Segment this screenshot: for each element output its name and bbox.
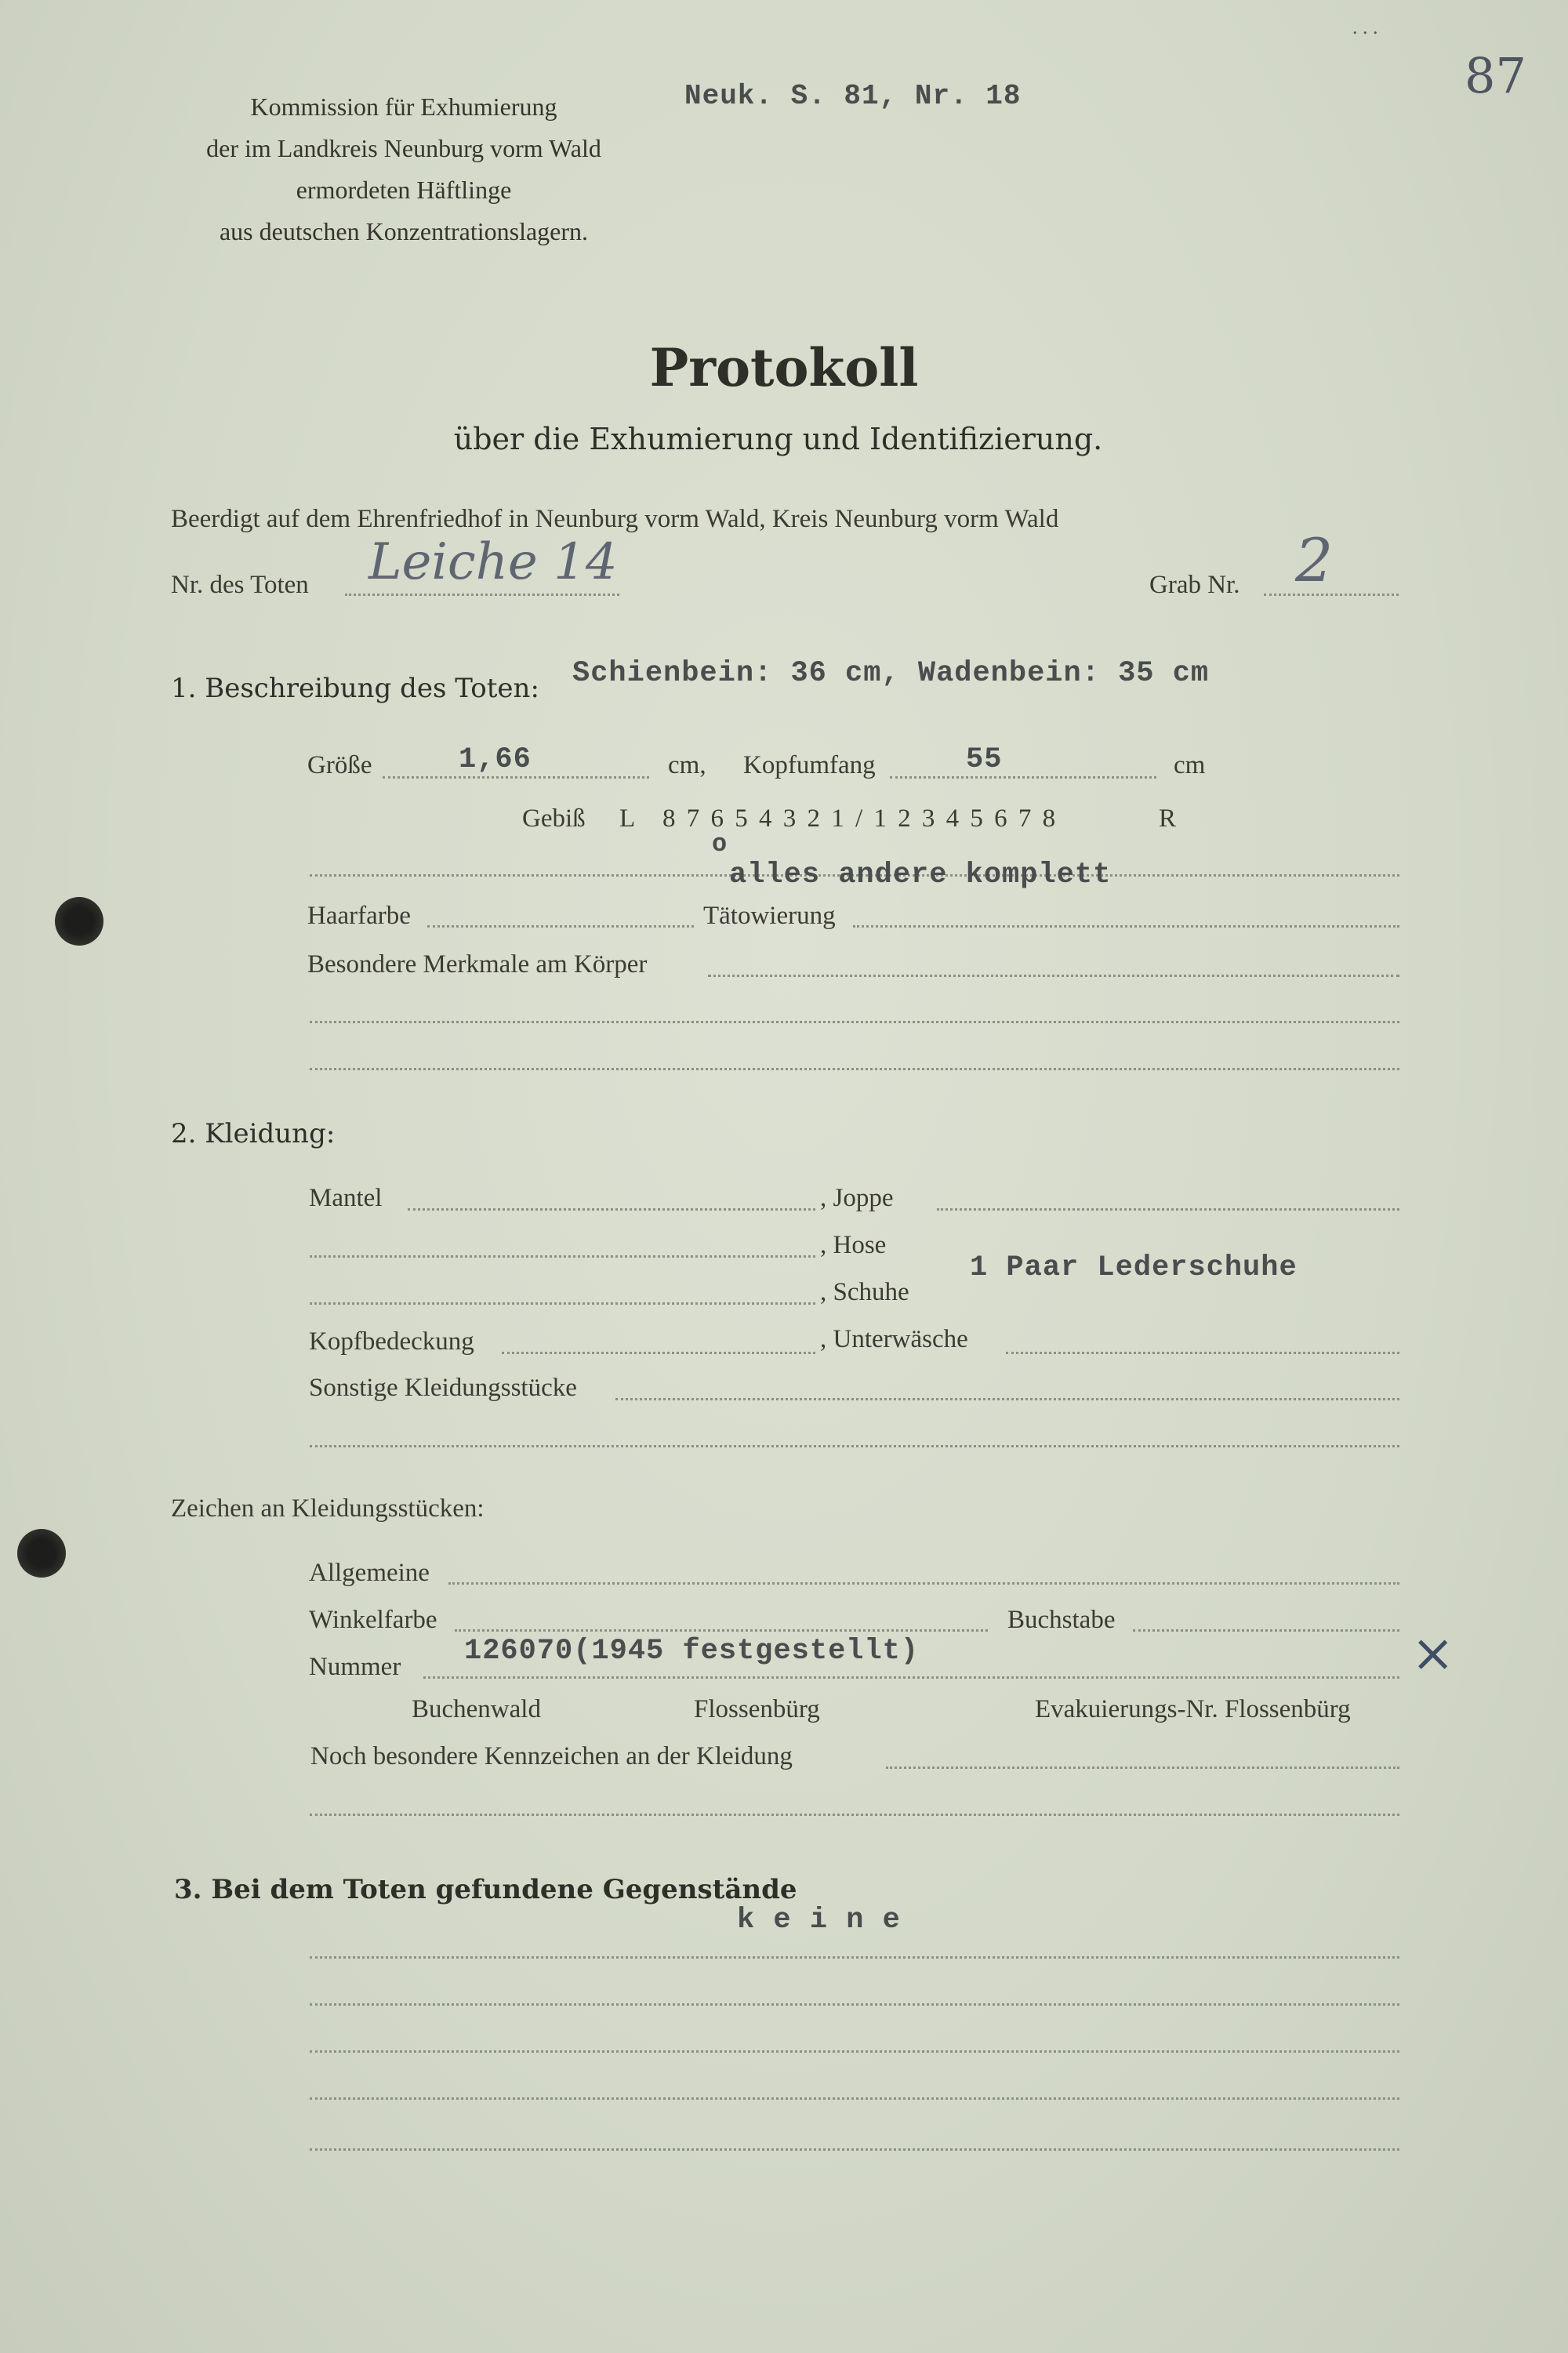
trousers-line-left	[310, 1255, 815, 1258]
description-value: Schienbein: 36 cm, Wadenbein: 35 cm	[572, 657, 1210, 690]
trousers-label: , Hose	[820, 1231, 887, 1259]
letter-line	[1133, 1629, 1399, 1632]
tattoo-line	[853, 925, 1399, 928]
shoes-value: 1 Paar Lederschuhe	[970, 1251, 1298, 1284]
page-subtitle: über die Exhumierung und Identifizierung.	[453, 422, 1103, 456]
found-items-line-1	[310, 1956, 1399, 1959]
head-label: Kopfumfang	[743, 751, 876, 779]
head-line	[890, 776, 1156, 779]
features-label: Besondere Merkmale am Körper	[307, 950, 648, 979]
headwear-line	[502, 1352, 815, 1354]
general-line	[448, 1582, 1399, 1585]
coat-label: Mantel	[309, 1184, 383, 1212]
hair-line	[427, 925, 694, 928]
features-line	[708, 975, 1399, 977]
corner-marks: . . .	[1352, 16, 1378, 38]
camp-buchenwald: Buchenwald	[412, 1695, 541, 1723]
teeth-mark: o	[712, 830, 728, 859]
headwear-label: Kopfbedeckung	[309, 1327, 474, 1356]
other-clothing-line	[615, 1398, 1399, 1400]
marks-heading: Zeichen an Kleidungsstücken:	[171, 1494, 485, 1523]
punch-hole-bottom	[17, 1529, 66, 1578]
dead-number-label: Nr. des Toten	[171, 571, 309, 599]
camp-flossenbuerg: Flossenbürg	[694, 1695, 820, 1723]
number-line	[423, 1676, 1399, 1679]
letter-label: Buchstabe	[1007, 1606, 1116, 1634]
commission-line: aus deutschen Konzentrationslagern.	[219, 217, 589, 245]
shoes-label: , Schuhe	[820, 1278, 909, 1306]
dead-number-line	[345, 594, 619, 596]
head-value: 55	[966, 743, 1003, 776]
height-unit: cm,	[668, 751, 706, 779]
grave-value: 2	[1295, 525, 1334, 595]
number-value: 126070(1945 festgestellt)	[464, 1635, 920, 1668]
shoes-line-left	[310, 1302, 815, 1305]
punch-hole-top	[55, 897, 103, 946]
page-title: Protokoll	[649, 337, 919, 398]
teeth-label: Gebiß	[522, 804, 586, 833]
burial-place: Beerdigt auf dem Ehrenfriedhof in Neunburg vorm Wald, Kreis Neunburg vorm Wald	[171, 505, 1059, 533]
commission-line: ermordeten Häftlinge	[296, 176, 512, 204]
commission-line: der im Landkreis Neunburg vorm Wald	[206, 134, 601, 162]
commission-line: Kommission für Exhumierung	[250, 93, 557, 121]
features-line-3	[310, 1068, 1399, 1070]
evacuation-number-label: Evakuierungs-Nr. Flossenbürg	[1035, 1695, 1351, 1723]
other-marks-line	[886, 1767, 1399, 1769]
height-line	[383, 776, 649, 779]
underwear-line	[1006, 1352, 1399, 1354]
jacket-label: , Joppe	[820, 1184, 894, 1212]
hair-label: Haarfarbe	[307, 902, 411, 930]
dead-number-value: Leiche 14	[368, 533, 618, 591]
file-reference: Neuk. S. 81, Nr. 18	[684, 80, 1022, 112]
section-2-heading: 2. Kleidung:	[171, 1118, 336, 1149]
found-items-value: k e i n e	[737, 1904, 901, 1937]
triangle-color-label: Winkelfarbe	[309, 1606, 437, 1634]
other-marks-label: Noch besondere Kennzeichen an der Kleidung	[310, 1742, 793, 1770]
section-3-heading: 3. Bei dem Toten gefundene Gegenstände	[174, 1874, 797, 1905]
triangle-color-line	[455, 1629, 988, 1632]
found-items-line-4	[310, 2097, 1399, 2100]
grave-label: Grab Nr.	[1149, 571, 1240, 599]
teeth-note: alles andere komplett	[729, 859, 1112, 891]
height-value: 1,66	[459, 743, 532, 776]
commission-header	[161, 86, 647, 252]
x-mark: ×	[1411, 1623, 1455, 1683]
other-marks-line-2	[310, 1814, 1399, 1816]
page-number: 87	[1465, 47, 1526, 104]
number-label: Nummer	[309, 1653, 401, 1681]
found-items-line-5	[310, 2148, 1399, 2151]
teeth-row: 8 7 6 5 4 3 2 1 / 1 2 3 4 5 6 7 8	[662, 804, 1058, 833]
coat-line	[408, 1208, 815, 1211]
teeth-right: R	[1159, 804, 1177, 833]
teeth-left: L	[619, 804, 636, 833]
tattoo-label: Tätowierung	[703, 902, 836, 930]
found-items-line-2	[310, 2003, 1399, 2006]
underwear-label: , Unterwäsche	[820, 1325, 968, 1353]
features-line-2	[310, 1021, 1399, 1023]
general-label: Allgemeine	[309, 1559, 430, 1587]
head-unit: cm	[1174, 751, 1206, 779]
other-clothing-line-2	[310, 1445, 1399, 1447]
jacket-line	[937, 1208, 1399, 1211]
other-clothing-label: Sonstige Kleidungsstücke	[309, 1374, 577, 1402]
height-label: Größe	[307, 751, 372, 779]
found-items-line-3	[310, 2050, 1399, 2053]
section-1-heading: 1. Beschreibung des Toten:	[171, 673, 539, 704]
